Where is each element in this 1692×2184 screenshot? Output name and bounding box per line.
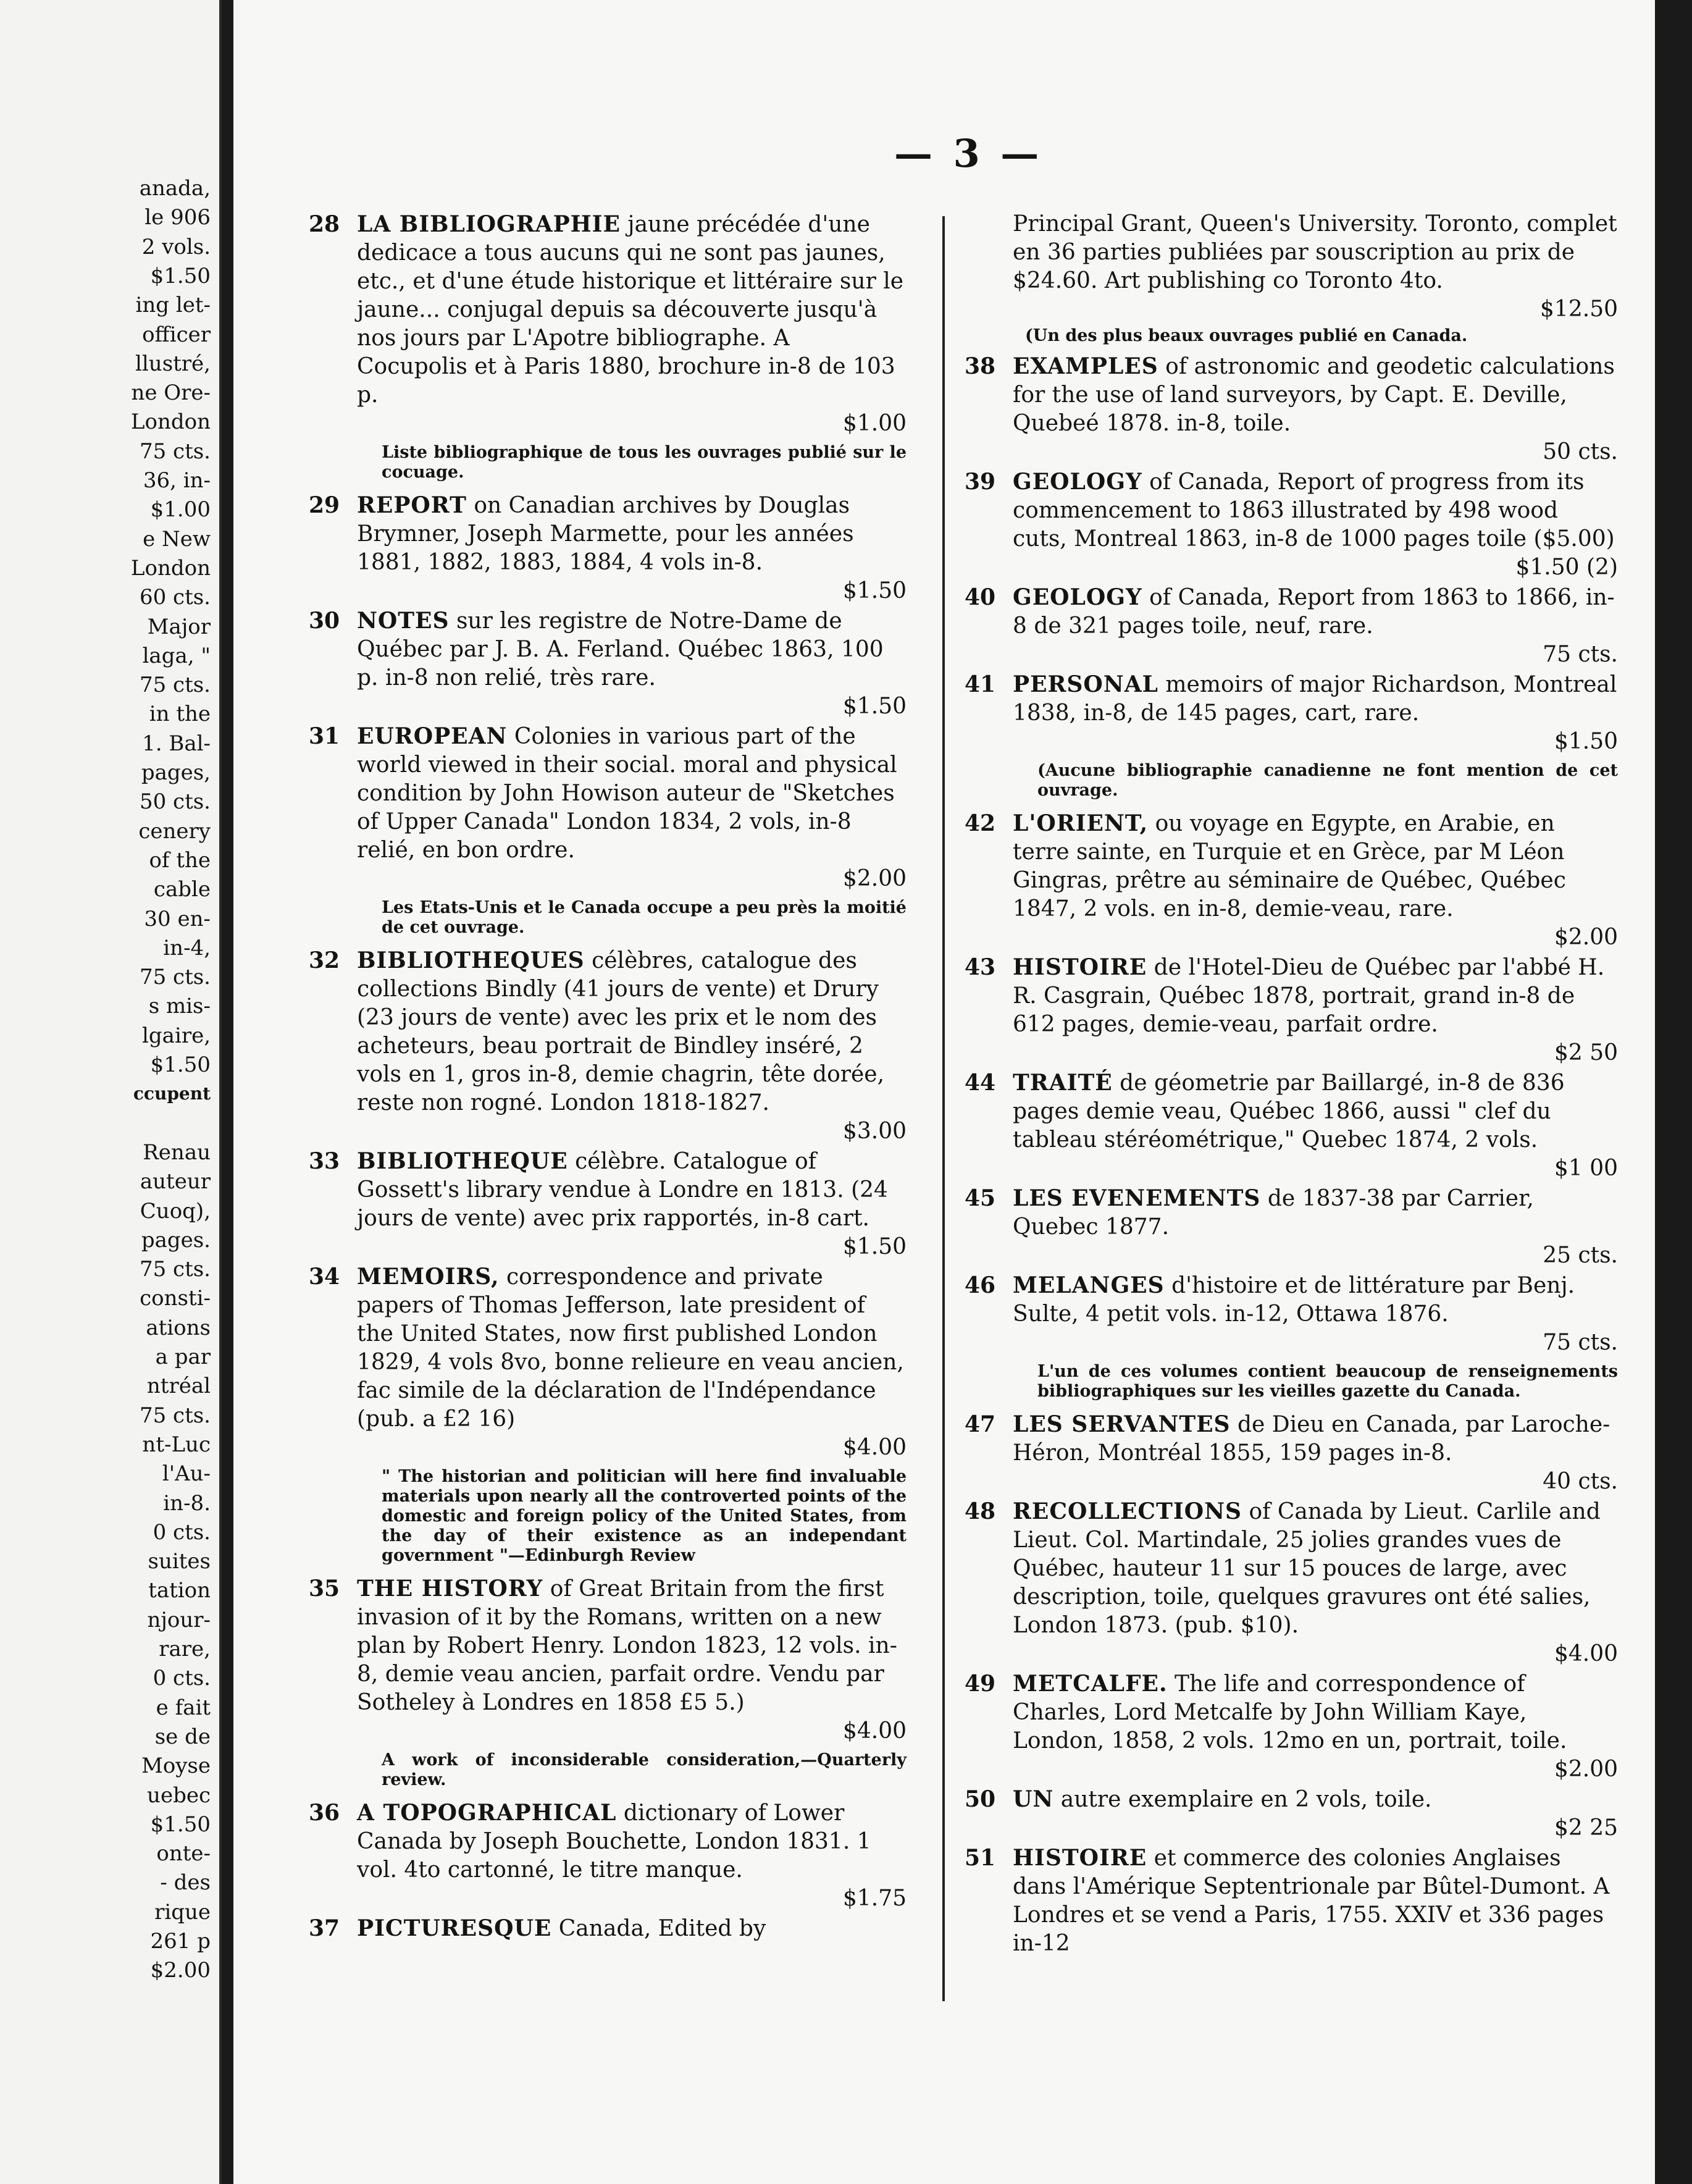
entry-price: $2 25 <box>1554 1815 1618 1841</box>
entry-note: Liste bibliographique de tous les ouvrages publié sur le cocuage. <box>382 443 907 482</box>
entry-note: Les Etats-Unis et le Canada occupe a peu près la moitié de cet ouvrage. <box>382 898 907 937</box>
entry-title: BIBLIOTHEQUES <box>357 947 585 973</box>
entry-number: 51 <box>965 1845 996 1871</box>
prev-page-line: - des <box>160 1870 211 1896</box>
catalogue-entry <box>965 1497 1618 1668</box>
prev-page-line: onte- <box>156 1841 211 1867</box>
entry-title: THE HISTORY <box>357 1576 543 1602</box>
entry-number: 50 <box>965 1786 996 1812</box>
prev-page-line: anada, <box>139 176 211 201</box>
entry-description: on Canadian archives by Douglas Brymner, Joseph Marmette, pour les années 1881, 1882, 1883, 1884, 4 vols in-8. <box>357 493 854 575</box>
prev-page-line: Renau <box>143 1140 211 1165</box>
prev-page-line: 0 cts. <box>153 1666 211 1691</box>
prev-page-line: l'Au- <box>162 1461 211 1487</box>
prev-page-line: ing let- <box>135 293 211 318</box>
entry-title: EXAMPLES <box>1013 353 1158 379</box>
catalogue-entry <box>965 583 1618 669</box>
catalogue-entry <box>965 1184 1618 1270</box>
catalogue-entry <box>309 607 907 721</box>
entry-number: 31 <box>309 723 340 749</box>
prev-page-line: 75 cts. <box>139 439 211 464</box>
entry-number: 38 <box>965 353 996 379</box>
prev-page-line: in-8. <box>163 1490 211 1516</box>
entry-description: célèbre. Catalogue of Gossett's library vendue à Londre en 1813. (24 jours de vente) avec prix rapportés, in-8 cart. <box>357 1149 888 1231</box>
entry-number: 36 <box>309 1800 340 1826</box>
entry-price: $2.00 <box>1554 1757 1618 1782</box>
entry-description: d'histoire et de littérature par Benj. Sulte, 4 petit vols. in-12, Ottawa 1876. <box>1013 1273 1575 1327</box>
entry-description: The life and correspondence of Charles, Lord Metcalfe by John William Kaye, London, 1858, 2 vols. 12mo en un, portrait, toile. <box>1013 1671 1567 1754</box>
entry-title: LES EVENEMENTS <box>1013 1185 1261 1211</box>
catalogue-entry <box>309 210 907 438</box>
entry-title: METCALFE. <box>1013 1671 1168 1697</box>
prev-page-line: 75 cts. <box>139 1257 211 1282</box>
entry-description: of Great Britain from the first invasion of it by the Romans, written on a new plan by Robert Henry. London 1823, 12 vols. in-8, demie veau ancien, parfait ordre. Vendu par Sotheley à Londres en 1858 £5 5.) <box>357 1576 897 1715</box>
entry-number: 37 <box>309 1915 340 1941</box>
entry-price: 75 cts. <box>1543 1330 1618 1355</box>
prev-page-line: 36, in- <box>143 468 211 493</box>
prev-page-line: 2 vols. <box>141 234 211 259</box>
prev-page-line: officer <box>142 322 211 347</box>
right-column <box>965 210 1618 1959</box>
prev-page-line: ations <box>146 1315 211 1340</box>
entry-description: ou voyage en Egypte, en Arabie, en terre sainte, en Turquie et en Grèce, par M Léon Gingras, prêtre au séminaire de Québec, Québec 1847, 2 vols. en in-8, demie-veau, rare. <box>1013 811 1566 922</box>
catalogue-entry <box>309 1799 907 1913</box>
entry-title: GEOLOGY <box>1013 584 1142 610</box>
entry-number: 42 <box>965 810 996 836</box>
prev-page-line: cable <box>153 877 211 902</box>
prev-page-line: uebec <box>147 1783 211 1808</box>
entry-number: 46 <box>965 1272 996 1298</box>
left-column <box>309 210 907 1944</box>
prev-page-line: 75 cts. <box>139 1403 211 1428</box>
entry-price: $1.00 <box>842 411 907 436</box>
entry-description: de l'Hotel-Dieu de Québec par l'abbé H. R. Casgrain, Québec 1878, portrait, grand in-8 de 612 pages, demie-veau, parfait ordre. <box>1013 955 1605 1037</box>
catalogue-entry <box>965 468 1618 582</box>
catalogue-entry <box>309 946 907 1146</box>
prev-page-line: pages. <box>141 1227 211 1253</box>
prev-page-line: e fait <box>156 1695 211 1720</box>
catalogue-entry <box>965 1410 1618 1496</box>
prev-page-line: ne Ore- <box>131 380 211 406</box>
entry-number: 28 <box>309 211 340 237</box>
entry-title: PERSONAL <box>1013 671 1158 697</box>
catalogue-entry <box>309 1147 907 1261</box>
continued-entry <box>1013 210 1618 346</box>
catalogue-entry <box>965 953 1618 1067</box>
entry-number: 29 <box>309 492 340 518</box>
prev-page-line: auteur <box>140 1169 211 1195</box>
entry-price: 75 cts. <box>1543 642 1618 667</box>
prev-page-line: 261 p <box>150 1929 211 1954</box>
catalogue-entry <box>309 1914 907 1943</box>
entry-price: $1.50 <box>842 1234 907 1259</box>
entry-description: jaune précédée d'une dedicace a tous aucuns qui ne sont pas jaunes, etc., et d'une étude historique et littéraire sur le jaune... conjugal depuis sa découverte jusqu'à nos jours par L'Apotre bibliographe. A Cocupolis et à Paris 1880, brochure in-8 de 103 p. <box>357 212 904 408</box>
entry-number: 49 <box>965 1671 996 1697</box>
prev-page-line: lgaire, <box>142 1023 211 1048</box>
entry-price: 25 cts. <box>1543 1243 1618 1268</box>
entry-title: TRAITÉ <box>1013 1070 1113 1096</box>
prev-page-line: 30 en- <box>144 906 211 931</box>
entry-number: 48 <box>965 1498 996 1524</box>
catalogue-entry <box>965 809 1618 952</box>
catalogue-entry <box>965 1785 1618 1842</box>
catalogue-entry <box>965 1844 1618 1958</box>
prev-page-line: $1.50 <box>150 1052 211 1077</box>
catalogue-entry <box>309 1574 907 1745</box>
entry-title: UN <box>1013 1786 1054 1812</box>
entry-number: 43 <box>965 954 996 980</box>
entry-number: 41 <box>965 671 996 697</box>
prev-page-line: njour- <box>147 1607 211 1632</box>
prev-page-line: nt-Luc <box>142 1432 211 1457</box>
entry-number: 32 <box>309 947 340 973</box>
entry-number: 34 <box>309 1264 340 1290</box>
catalogue-page <box>233 0 1655 2184</box>
entry-title: LA BIBLIOGRAPHIE <box>357 211 621 237</box>
prev-page-line: a par <box>155 1345 211 1369</box>
prev-page-line: in-4, <box>163 935 211 960</box>
entry-price: $12.50 <box>1540 296 1618 322</box>
entry-title: L'ORIENT, <box>1013 810 1149 836</box>
entry-note: A work of inconsiderable consideration,—Quarterly review. <box>382 1750 907 1789</box>
entry-note: L'un de ces volumes contient beaucoup de renseignements bibliographiques sur les vieilles gazette du Canada. <box>1037 1362 1618 1401</box>
entry-description: sur les registre de Notre-Dame de Québec par J. B. A. Ferland. Québec 1863, 100 p. in-8 non relié, très rare. <box>357 608 884 691</box>
continued-entry-text: Principal Grant, Queen's University. Toronto, complet en 36 parties publiées par souscription au prix de $24.60. Art publishing co Toronto 4to. $12.50 <box>1013 210 1618 324</box>
catalogue-entry <box>309 491 907 605</box>
prev-page-line: London <box>130 410 211 435</box>
prev-page-line: Moyse <box>141 1754 211 1779</box>
entry-description: Colonies in various part of the world viewed in their social. moral and physical condition by John Howison auteur de "Sketches of Upper Canada" London 1834, 2 vols, in-8 relié, en bon ordre. <box>357 724 897 863</box>
entry-title: HISTOIRE <box>1013 954 1147 980</box>
entry-number: 33 <box>309 1148 340 1174</box>
catalogue-entry <box>965 1069 1618 1183</box>
entry-price: $4.00 <box>842 1718 907 1744</box>
prev-page-line: s mis- <box>148 994 211 1019</box>
prev-page-line: $1.00 <box>150 497 211 523</box>
prev-page-line: of the <box>149 847 211 873</box>
prev-page-line: ccupent <box>133 1083 211 1104</box>
prev-page-line: London <box>130 555 211 581</box>
entry-price: $2 50 <box>1554 1040 1618 1065</box>
entry-number: 45 <box>965 1185 996 1211</box>
entry-price: 40 cts. <box>1543 1469 1618 1494</box>
entry-description: memoirs of major Richardson, Montreal 1838, in-8, de 145 pages, cart, rare. <box>1013 672 1617 726</box>
entry-title: NOTES <box>357 608 450 634</box>
prev-page-line: 50 cts. <box>139 789 211 815</box>
entry-price: $4.00 <box>842 1435 907 1460</box>
entry-price: $4.00 <box>1554 1641 1618 1666</box>
entry-description: of Canada, Report from 1863 to 1866, in-8 de 321 pages toile, neuf, rare. <box>1013 585 1615 639</box>
entry-title: BIBLIOTHEQUE <box>357 1148 568 1174</box>
entry-description: of astronomic and geodetic calculations for the use of land surveyors, by Capt. E. Deville, Quebeé 1878. in-8, toile. <box>1013 354 1615 436</box>
entry-description: de 1837-38 par Carrier, Quebec 1877. <box>1013 1186 1534 1240</box>
entry-price: $2.00 <box>1554 925 1618 950</box>
entry-description: dictionary of Lower Canada by Joseph Bouchette, London 1831. 1 vol. 4to cartonné, le titre manque. <box>357 1800 871 1883</box>
entry-description: de Dieu en Canada, par Laroche-Héron, Montréal 1855, 159 pages in-8. <box>1013 1412 1610 1466</box>
entry-title: LES SERVANTES <box>1013 1411 1231 1437</box>
entry-price: $3.00 <box>842 1119 907 1144</box>
prev-page-line: rique <box>154 1899 211 1925</box>
entry-title: MELANGES <box>1013 1272 1165 1298</box>
previous-page-fragment <box>0 0 222 2184</box>
prev-page-line: 75 cts. <box>139 965 211 990</box>
prev-page-line: rare, <box>159 1637 211 1661</box>
prev-page-line: ntréal <box>146 1374 211 1399</box>
entry-title: HISTOIRE <box>1013 1845 1147 1871</box>
entry-description: Canada, Edited by <box>558 1916 766 1941</box>
entry-price: $2.00 <box>842 866 907 891</box>
entry-title: A TOPOGRAPHICAL <box>357 1800 617 1826</box>
entry-title: MEMOIRS, <box>357 1264 500 1290</box>
entry-note: (Un des plus beaux ouvrages publié en Canada. <box>1025 326 1468 345</box>
entry-title: GEOLOGY <box>1013 469 1142 495</box>
prev-page-line: $1.50 <box>150 1812 211 1837</box>
prev-page-line: tation <box>148 1578 211 1603</box>
catalogue-entry <box>965 1271 1618 1357</box>
prev-page-line: $2.00 <box>150 1958 211 1983</box>
prev-page-line: e New <box>143 526 211 552</box>
entry-price: $1.50 <box>842 694 907 719</box>
entry-title: RECOLLECTIONS <box>1013 1498 1242 1524</box>
right-column-entries <box>965 352 1618 1958</box>
entry-number: 40 <box>965 584 996 610</box>
prev-page-line: se de <box>154 1724 211 1749</box>
entry-price: $1.75 <box>842 1886 907 1911</box>
entry-price: $1.50 (2) <box>1515 555 1618 580</box>
entry-description: of Canada by Lieut. Carlile and Lieut. Col. Martindale, 25 jolies grandes vues de Québec, hauteur 11 sur 15 pouces de large, avec description, toile, quelques gravures ont été salies, London 1873. (pub. $10). <box>1013 1499 1601 1638</box>
entry-note: (Aucune bibliographie canadienne ne font mention de cet ouvrage. <box>1037 761 1618 800</box>
catalogue-entry <box>965 670 1618 756</box>
prev-page-line: 1. Bal- <box>142 731 211 756</box>
prev-page-line: 0 cts. <box>153 1519 211 1545</box>
prev-page-line: laga, " <box>142 643 211 668</box>
column-divider <box>942 216 945 2001</box>
entry-description: of Canada, Report of progress from its commencement to 1863 illustrated by 498 wood cuts, Montreal 1863, in-8 de 1000 pages toile ($5.00) <box>1013 469 1615 552</box>
entry-description: autre exemplaire en 2 vols, toile. <box>1060 1787 1432 1812</box>
page-number: — 3 — <box>894 131 1043 176</box>
prev-page-line: Major <box>147 614 211 639</box>
entry-note: " The historian and politician will here find invaluable materials upon nearly all the controverted points of the domestic and foreign policy of the United States, from the day of their existence as an independant government "—Edinburgh Review <box>382 1467 907 1565</box>
prev-page-line: 75 cts. <box>139 673 211 698</box>
entry-number: 35 <box>309 1576 340 1602</box>
entry-title: EUROPEAN <box>357 723 508 749</box>
prev-page-line: $1.50 <box>150 263 211 288</box>
entry-description: correspondence and private papers of Thomas Jefferson, late president of the United States, now first published London 1829, 4 vols 8vo, bonne relieure en veau ancien, fac simile de la déclaration de l'Indépendance (pub. a £2 16) <box>357 1264 904 1432</box>
entry-title: PICTURESQUE <box>357 1915 552 1941</box>
prev-page-line: consti- <box>140 1286 211 1311</box>
entry-price: $1.50 <box>842 578 907 603</box>
entry-description: célèbres, catalogue des collections Bindly (41 jours de vente) et Drury (23 jours de vente) avec les prix et le nom des acheteurs, beau portrait de Bindley inséré, 2 vols en 1, gros in-8, demie chagrin, tête dorée, reste non rogné. London 1818-1827. <box>357 948 885 1115</box>
catalogue-entry <box>309 1262 907 1462</box>
entry-number: 30 <box>309 608 340 634</box>
prev-page-line: in the <box>149 702 211 727</box>
entry-number: 47 <box>965 1411 996 1437</box>
prev-page-line: cenery <box>138 818 211 844</box>
entry-description: et commerce des colonies Anglaises dans l'Amérique Septentrionale par Bûtel-Dumont. A Londres et se vend a Paris, 1755. XXIV et 336 pages in-12 <box>1013 1846 1610 1956</box>
prev-page-line: llustré, <box>135 351 211 376</box>
entry-title: REPORT <box>357 492 467 518</box>
prev-page-line: le 906 <box>144 205 211 230</box>
entry-price: $1 00 <box>1554 1156 1618 1181</box>
prev-page-line: 60 cts. <box>139 585 211 610</box>
catalogue-entry <box>965 1670 1618 1784</box>
prev-page-line: pages, <box>141 760 211 785</box>
entry-price: $1.50 <box>1554 729 1618 754</box>
prev-page-line: suites <box>148 1549 211 1574</box>
catalogue-entry <box>309 722 907 893</box>
entry-number: 39 <box>965 469 996 495</box>
catalogue-entry <box>965 352 1618 466</box>
entry-number: 44 <box>965 1070 996 1096</box>
entry-price: 50 cts. <box>1543 439 1618 464</box>
entry-description: de géometrie par Baillargé, in-8 de 836 pages demie veau, Québec 1866, aussi " clef du tableau stéréométrique," Quebec 1874, 2 vols. <box>1013 1070 1565 1153</box>
prev-page-line: Cuoq), <box>140 1198 211 1224</box>
